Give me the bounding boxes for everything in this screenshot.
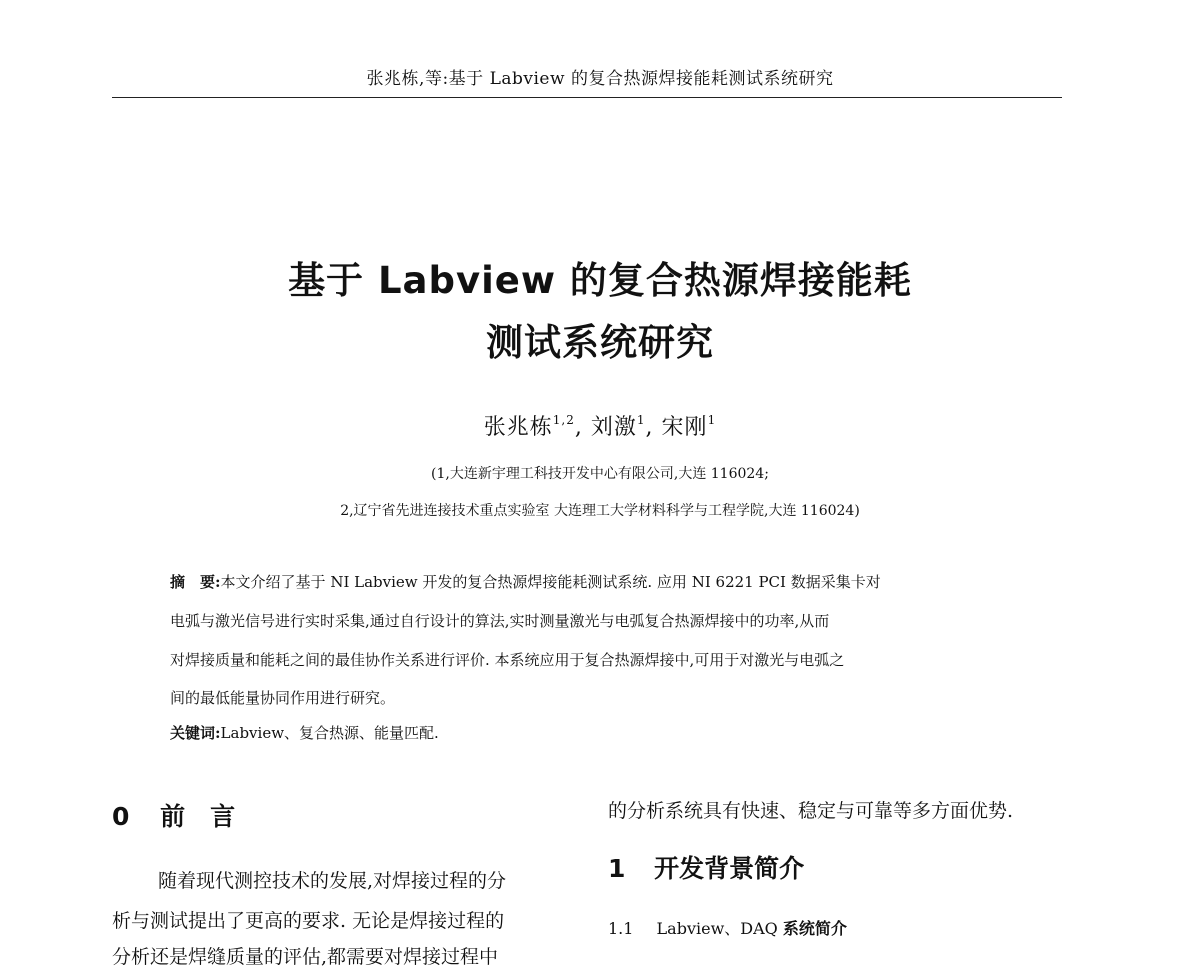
- subsection-title-prefix: Labview、DAQ: [656, 919, 778, 938]
- paper-title-line-2: 测试系统研究: [486, 321, 714, 364]
- subsection-number: 1.1: [608, 919, 634, 938]
- section-title: 开发背景简介: [654, 854, 805, 883]
- section-number: 0: [112, 802, 130, 831]
- subsection-heading: [608, 916, 847, 939]
- section-heading-introduction: [112, 797, 235, 833]
- paper-title-line-1: 基于 Labview 的复合热源焊接能耗: [288, 259, 912, 302]
- abstract-line: [170, 571, 1030, 592]
- section-number: 1: [608, 854, 626, 883]
- section-title: 前 言: [160, 802, 236, 831]
- keywords-label: 关键词:: [170, 724, 221, 742]
- author-affiliation-mark: 1: [636, 413, 646, 427]
- abstract-text: 本文介绍了基于 NI Labview 开发的复合热源焊接能耗测试系统. 应用 NI 6221 PCI 数据采集卡对: [220, 573, 881, 591]
- keywords-text: Labview、复合热源、能量匹配.: [220, 724, 439, 742]
- body-paragraph-line: 析与测试提出了更高的要求. 无论是焊接过程的: [112, 910, 505, 932]
- author-affiliation-mark: 1,2: [552, 413, 575, 427]
- author-separator: ,: [574, 415, 583, 440]
- author-name: 张兆栋: [483, 415, 553, 440]
- author-separator: ,: [645, 415, 654, 440]
- author-name: 刘激: [590, 415, 637, 440]
- abstract-line: 间的最低能量协同作用进行研究。: [170, 689, 396, 707]
- body-paragraph-line: 随着现代测控技术的发展,对焊接过程的分: [158, 870, 507, 892]
- body-paragraph-line: 的分析系统具有快速、稳定与可靠等多方面优势.: [608, 800, 1014, 822]
- author-affiliation-mark: 1: [707, 413, 717, 427]
- author-name: 宋刚: [661, 415, 708, 440]
- running-header: 张兆栋,等:基于 Labview 的复合热源焊接能耗测试系统研究: [366, 69, 834, 89]
- subsection-title-suffix: 系统简介: [782, 919, 847, 938]
- abstract-line: 对焊接质量和能耗之间的最佳协作关系进行评价. 本系统应用于复合热源焊接中,可用于对激光与电弧之: [170, 651, 845, 669]
- affiliation-1: (1,大连新宇理工科技开发中心有限公司,大连 116024;: [431, 466, 769, 482]
- author-list: [0, 410, 1200, 441]
- body-paragraph-line: 分析还是焊缝质量的评估,都需要对焊接过程中: [112, 946, 499, 968]
- abstract-line: 电弧与激光信号进行实时采集,通过自行设计的算法,实时测量激光与电弧复合热源焊接中的功率,从而: [170, 612, 830, 630]
- header-rule: [112, 97, 1062, 98]
- affiliation-2: 2,辽宁省先进连接技术重点实验室 大连理工大学材料科学与工程学院,大连 116024): [340, 503, 860, 519]
- keywords-line: [170, 722, 1030, 743]
- section-heading-background: [608, 849, 804, 885]
- abstract-label: 摘 要:: [170, 573, 221, 591]
